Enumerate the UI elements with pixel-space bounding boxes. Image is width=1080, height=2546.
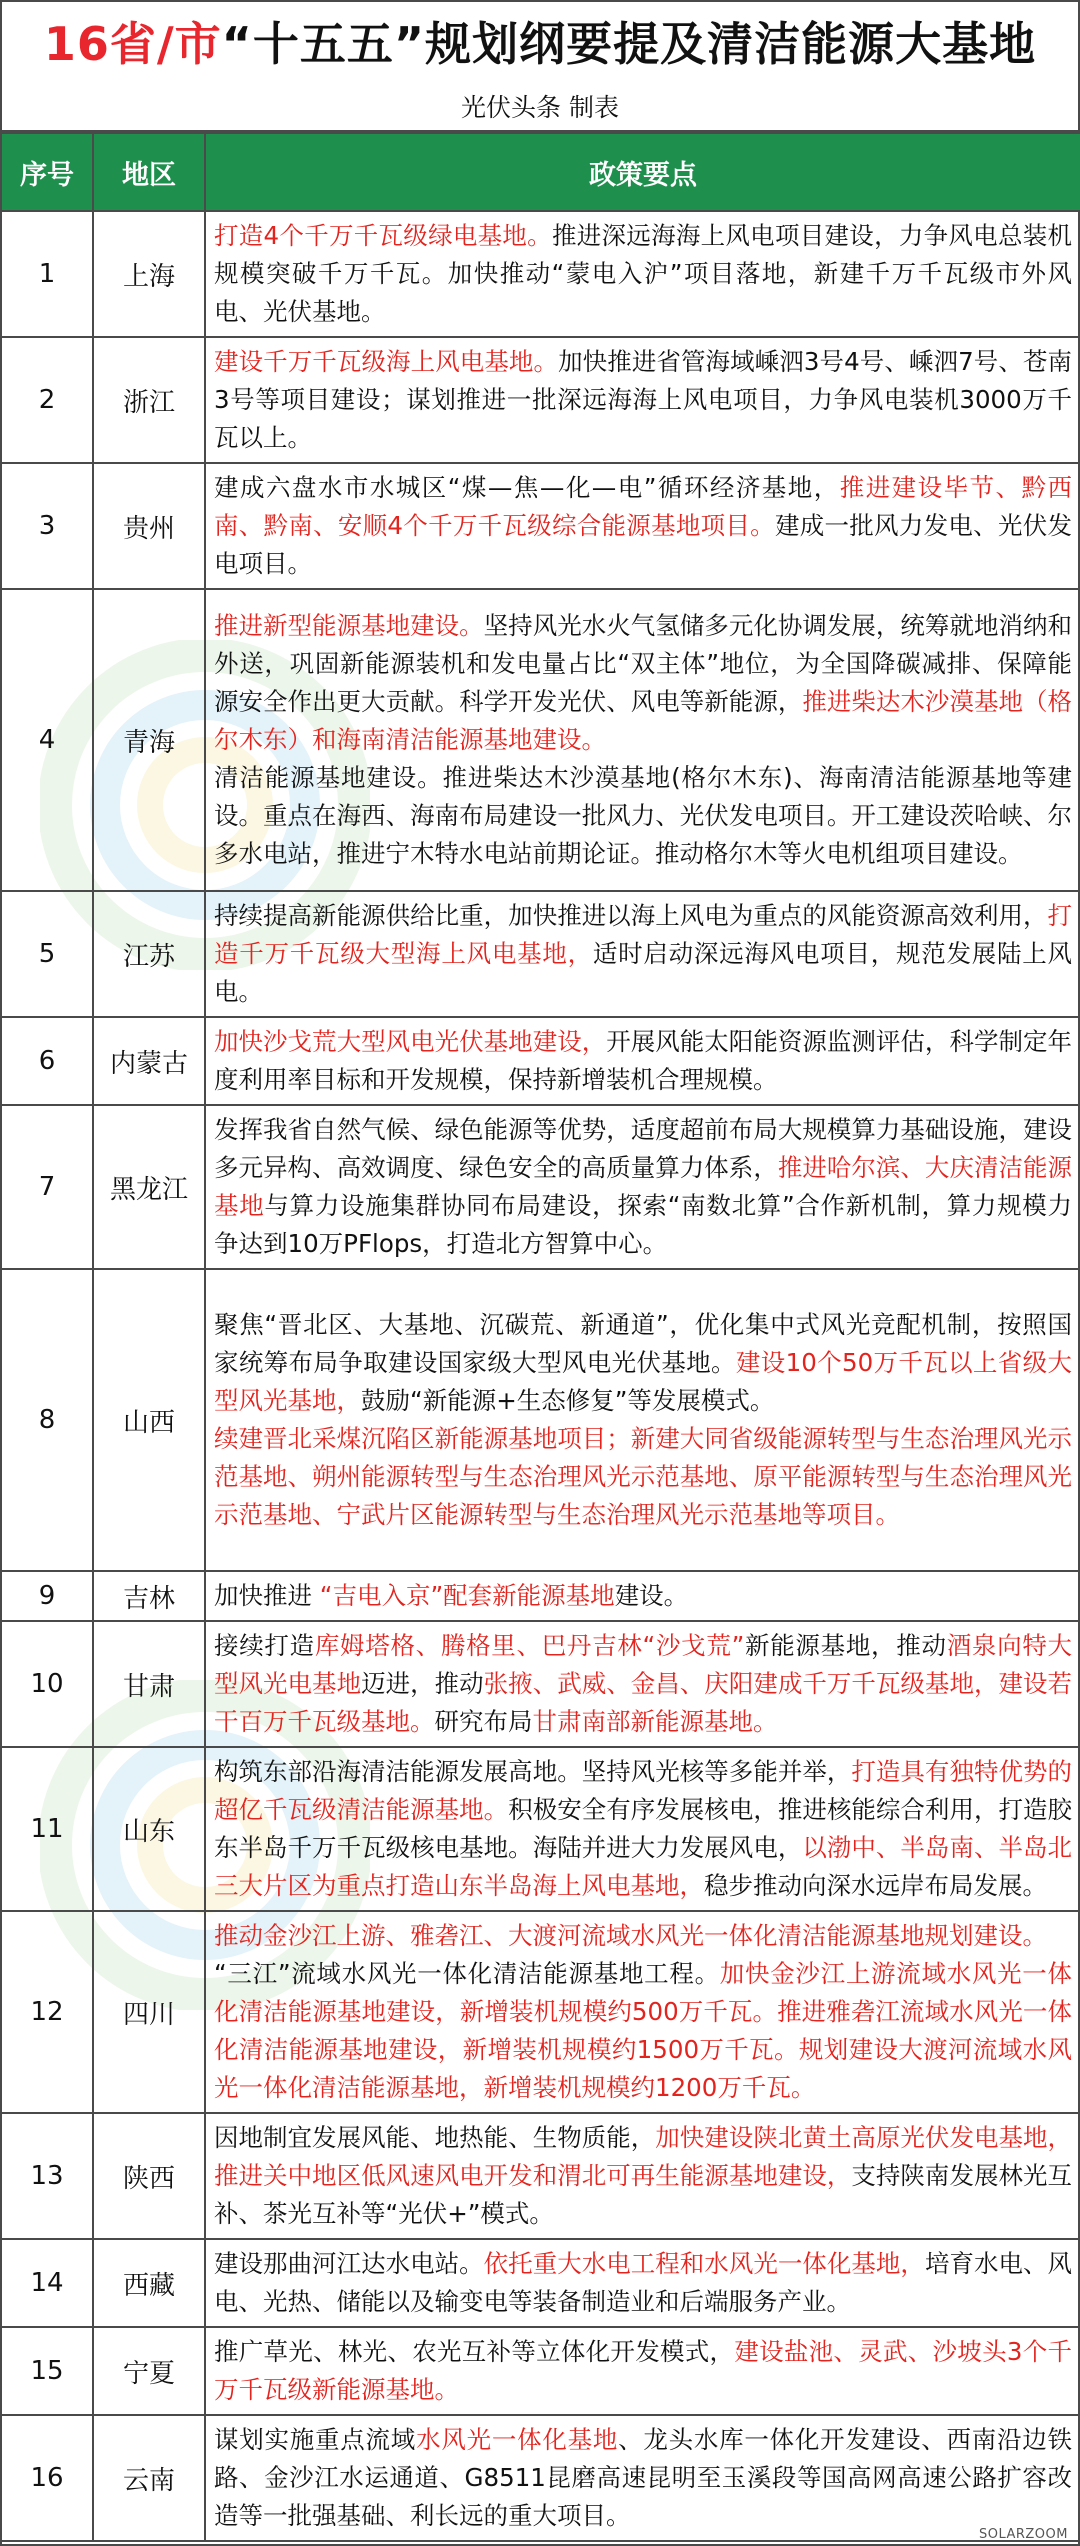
highlighted-text: 加快金沙江上游流域水风光一体化清洁能源基地建设，新增装机规模约500万千瓦。推进雅砻江流域水风光一体化清洁能源基地建设，新增装机规模约1500万千瓦。规划建设大渡河流域水风光一体化清洁能源基地，新增装机规模约1200万千瓦。: [214, 1959, 1072, 2102]
row-policy: [205, 463, 1080, 589]
table-row: [1, 2415, 1080, 2541]
table-row: [1, 1269, 1080, 1571]
highlighted-text: 建设盐池、灵武、沙坡头3个千万千瓦级新能源基地。: [214, 2337, 1072, 2404]
row-policy: [205, 1747, 1080, 1911]
policy-text: 推进深远海海上风电项目建设，力争风电总装机规模突破千万千瓦。加快推动“蒙电入沪”项目落地，新建千万千瓦级市外风电、光伏基地。: [214, 221, 1072, 326]
highlighted-text: 推进建设毕节、黔西南、黔南、安顺4个千万千瓦级综合能源基地项目。: [214, 473, 1073, 540]
highlighted-text: 打造4个千万千瓦级绿电基地。: [214, 221, 552, 250]
policy-text: 建成六盘水市水城区“煤—焦—化—电”循环经济基地，: [214, 473, 840, 502]
row-policy: [205, 891, 1080, 1017]
highlighted-text: 加快建设陕北黄土高原光伏发电基地，推进关中地区低风速风电开发和渭北可再生能源基地建设，: [214, 2123, 1072, 2190]
row-policy: [205, 2415, 1080, 2541]
row-policy: [205, 2239, 1080, 2327]
table-row: [1, 891, 1080, 1017]
table-row: [1, 337, 1080, 463]
row-region: 上海: [93, 211, 205, 337]
row-region: 山西: [93, 1269, 205, 1571]
policy-text: 建设那曲河江达水电站。: [214, 2249, 484, 2278]
row-region: 四川: [93, 1911, 205, 2113]
table-row: [1, 2113, 1080, 2239]
policy-paragraph: [214, 469, 1072, 583]
page-subtitle: 光伏头条 制表: [0, 82, 1080, 132]
table-row: [1, 589, 1080, 891]
row-region: 黑龙江: [93, 1105, 205, 1269]
row-region: 内蒙古: [93, 1017, 205, 1105]
highlighted-text: 推动金沙江上游、雅砻江、大渡河流域水风光一体化清洁能源基地规划建设。: [214, 1921, 1047, 1950]
row-number: 14: [1, 2239, 93, 2327]
policy-text: 适时启动深远海风电项目，规范发展陆上风电。: [214, 939, 1073, 1006]
table-row: [1, 1747, 1080, 1911]
row-policy: [205, 589, 1080, 891]
row-policy: [205, 2113, 1080, 2239]
table-header-row: [1, 133, 1080, 211]
highlighted-text: 以渤中、半岛南、半岛北三大片区为重点打造山东半岛海上风电基地，: [214, 1833, 1073, 1900]
row-number: 5: [1, 891, 93, 1017]
table-row: [1, 1571, 1080, 1621]
highlighted-text: 打造具有独特优势的超亿千瓦级清洁能源基地。: [214, 1757, 1073, 1824]
policy-text: 、龙头水库一体化开发建设、西南沿边铁路、金沙江水运通道、G8511昆磨高速昆明至玉溪段等国高网高速公路扩容改造等一批强基础、利长远的重大项目。: [214, 2425, 1073, 2530]
policy-paragraph: [214, 1753, 1072, 1905]
row-region: 西藏: [93, 2239, 205, 2327]
highlighted-text: “吉电入京”配套新能源基地: [319, 1581, 615, 1610]
highlighted-text: 建设10个50万千瓦以上省级大型风光基地，: [214, 1348, 1072, 1415]
policy-paragraph: [214, 759, 1072, 873]
policy-text: 新能源基地，推动: [744, 1631, 947, 1660]
policy-text: 鼓励“新能源+生态修复”等发展模式。: [361, 1386, 775, 1415]
policy-paragraph: [214, 2421, 1072, 2535]
policy-table: [0, 132, 1080, 2542]
policy-text: 与算力设施集群协同布局建设，探索“南数北算”合作新机制，算力规模力争达到10万PFlops，打造北方智算中心。: [214, 1191, 1072, 1258]
policy-paragraph: [214, 1023, 1072, 1099]
policy-text: 持续提高新能源供给比重，加快推进以海上风电为重点的风能资源高效利用，: [214, 901, 1048, 930]
highlighted-text: 打造千万千瓦级大型海上风电基地，: [214, 901, 1072, 968]
row-region: 甘肃: [93, 1621, 205, 1747]
highlighted-text: 酒泉向特大型风光电基地: [214, 1631, 1073, 1698]
policy-paragraph: [214, 1306, 1072, 1420]
policy-text: 迈进，推动: [361, 1669, 484, 1698]
highlighted-text: 推进柴达木沙漠基地（格尔木东）和海南清洁能源基地建设。: [214, 687, 1073, 754]
row-region: 贵州: [93, 463, 205, 589]
page-title: [0, 0, 1080, 82]
row-number: 7: [1, 1105, 93, 1269]
table-row: [1, 211, 1080, 337]
policy-text: 谋划实施重点流域: [214, 2425, 417, 2454]
highlighted-text: 张掖、武威、金昌、庆阳建成千万千瓦级基地，建设若干百万千瓦级基地。: [214, 1669, 1073, 1736]
policy-text: 稳步推动向深水远岸布局发展。: [704, 1871, 1047, 1900]
policy-text: “三江”流域水风光一体化清洁能源基地工程。: [214, 1959, 720, 1988]
policy-paragraph: [214, 1420, 1072, 1534]
policy-text: 加快推进: [214, 1581, 320, 1610]
policy-text: 建成一批风力发电、光伏发电项目。: [214, 511, 1072, 578]
table-row: [1, 1621, 1080, 1747]
policy-paragraph: [214, 343, 1072, 457]
col-header-region: 地区: [93, 133, 205, 211]
col-header-policy: 政策要点: [205, 133, 1080, 211]
table-row: [1, 2327, 1080, 2415]
row-policy: [205, 211, 1080, 337]
highlighted-text: 依托重大水电工程和水风光一体化基地，: [483, 2249, 925, 2278]
policy-text: 积极安全有序发展核电，推进核能综合利用，打造胶东半岛千万千瓦级核电基地。海陆并进大力发展风电，: [214, 1795, 1073, 1862]
policy-text: 发挥我省自然气候、绿色能源等优势，适度超前布局大规模算力基础设施，建设多元异构、高效调度、绿色安全的高质量算力体系，: [214, 1115, 1072, 1182]
highlighted-text: 水风光一体化基地: [416, 2425, 619, 2454]
policy-paragraph: [214, 897, 1072, 1011]
policy-paragraph: [214, 1111, 1072, 1263]
table-row: [1, 1017, 1080, 1105]
policy-text: 加快推进省管海域嵊泗3号4号、嵊泗7号、苍南3号等项目建设；谋划推进一批深远海海上风电项目，力争风电装机3000万千瓦以上。: [214, 347, 1072, 452]
row-number: 9: [1, 1571, 93, 1621]
row-policy: [205, 337, 1080, 463]
policy-text: 培育水电、风电、光热、储能以及输变电等装备制造业和后端服务产业。: [214, 2249, 1073, 2316]
policy-paragraph: [214, 2119, 1072, 2233]
row-region: 青海: [93, 589, 205, 891]
row-region: 江苏: [93, 891, 205, 1017]
row-number: 11: [1, 1747, 93, 1911]
table-row: [1, 2239, 1080, 2327]
table-body: [1, 211, 1080, 2541]
highlighted-text: 建设千万千瓦级海上风电基地。: [214, 347, 559, 376]
row-number: 8: [1, 1269, 93, 1571]
policy-paragraph: [214, 607, 1072, 759]
row-number: 6: [1, 1017, 93, 1105]
row-region: 山东: [93, 1747, 205, 1911]
table-row: [1, 1911, 1080, 2113]
row-policy: [205, 1105, 1080, 1269]
policy-text: 建设。: [614, 1581, 689, 1610]
row-number: 12: [1, 1911, 93, 2113]
row-number: 13: [1, 2113, 93, 2239]
row-number: 2: [1, 337, 93, 463]
row-number: 3: [1, 463, 93, 589]
row-region: 云南: [93, 2415, 205, 2541]
policy-text: 聚焦“晋北区、大基地、沉碳荒、新通道”，优化集中式风光竞配机制，按照国家统筹布局争取建设国家级大型风电光伏基地。: [214, 1310, 1072, 1377]
footer-watermark: SOLARZOOM: [978, 2527, 1068, 2542]
policy-text: 开展风能太阳能资源监测评估，科学制定年度利用率目标和开发规模，保持新增装机合理规模。: [214, 1027, 1072, 1094]
policy-paragraph: [214, 1955, 1072, 2107]
row-number: 16: [1, 2415, 93, 2541]
title-count: 16省/市: [43, 17, 222, 71]
highlighted-text: 推进新型能源基地建设。: [214, 611, 484, 640]
row-policy: [205, 1621, 1080, 1747]
policy-text: 接续打造: [214, 1631, 315, 1660]
row-region: 陕西: [93, 2113, 205, 2239]
row-region: 浙江: [93, 337, 205, 463]
row-region: 宁夏: [93, 2327, 205, 2415]
col-header-num: 序号: [1, 133, 93, 211]
policy-paragraph: [214, 217, 1072, 331]
policy-paragraph: [214, 2333, 1072, 2409]
policy-text: 支持陕南发展林光互补、茶光互补等“光伏+”模式。: [214, 2161, 1073, 2228]
highlighted-text: 甘肃南部新能源基地。: [532, 1707, 778, 1736]
policy-text: 因地制宜发展风能、地热能、生物质能，: [214, 2123, 656, 2152]
policy-paragraph: [214, 1627, 1072, 1741]
highlighted-text: 续建晋北采煤沉陷区新能源基地项目；新建大同省级能源转型与生态治理风光示范基地、朔州能源转型与生态治理风光示范基地、原平能源转型与生态治理风光示范基地、宁武片区能源转型与生态治理风光示范基地等项目。: [214, 1424, 1072, 1529]
highlighted-text: 推进哈尔滨、大庆清洁能源基地: [214, 1153, 1073, 1220]
row-number: 4: [1, 589, 93, 891]
row-policy: [205, 2327, 1080, 2415]
row-region: 吉林: [93, 1571, 205, 1621]
policy-text: 研究布局: [434, 1707, 533, 1736]
row-policy: [205, 1911, 1080, 2113]
policy-text: 坚持风光水火气氢储多元化协调发展，统筹就地消纳和外送，巩固新能源装机和发电量占比“双主体”地位，为全国降碳减排、保障能源安全作出更大贡献。科学开发光伏、风电等新能源，: [214, 611, 1073, 716]
highlighted-text: 库姆塔格、腾格里、巴丹吉林“沙戈荒”: [314, 1631, 745, 1660]
table-row: [1, 1105, 1080, 1269]
row-policy: [205, 1017, 1080, 1105]
highlighted-text: 加快沙戈荒大型风电光伏基地建设，: [214, 1027, 607, 1056]
policy-text: 构筑东部沿海清洁能源发展高地。坚持风光核等多能并举，: [214, 1757, 852, 1786]
policy-text: 推广草光、林光、农光互补等立体化开发模式，: [214, 2337, 735, 2366]
table-row: [1, 463, 1080, 589]
row-policy: [205, 1269, 1080, 1571]
title-text: “十五五”规划纲要提及清洁能源大基地: [221, 17, 1037, 71]
row-policy: [205, 1571, 1080, 1621]
row-number: 1: [1, 211, 93, 337]
policy-paragraph: [214, 2245, 1072, 2321]
policy-paragraph: [214, 1577, 1072, 1615]
row-number: 15: [1, 2327, 93, 2415]
policy-text: 清洁能源基地建设。推进柴达木沙漠基地(格尔木东)、海南清洁能源基地等建设。重点在海西、海南布局建设一批风力、光伏发电项目。开工建设茨哈峡、尔多水电站，推进宁木特水电站前期论证。推动格尔木等火电机组项目建设。: [214, 763, 1072, 868]
policy-paragraph: [214, 1917, 1072, 1955]
row-number: 10: [1, 1621, 93, 1747]
